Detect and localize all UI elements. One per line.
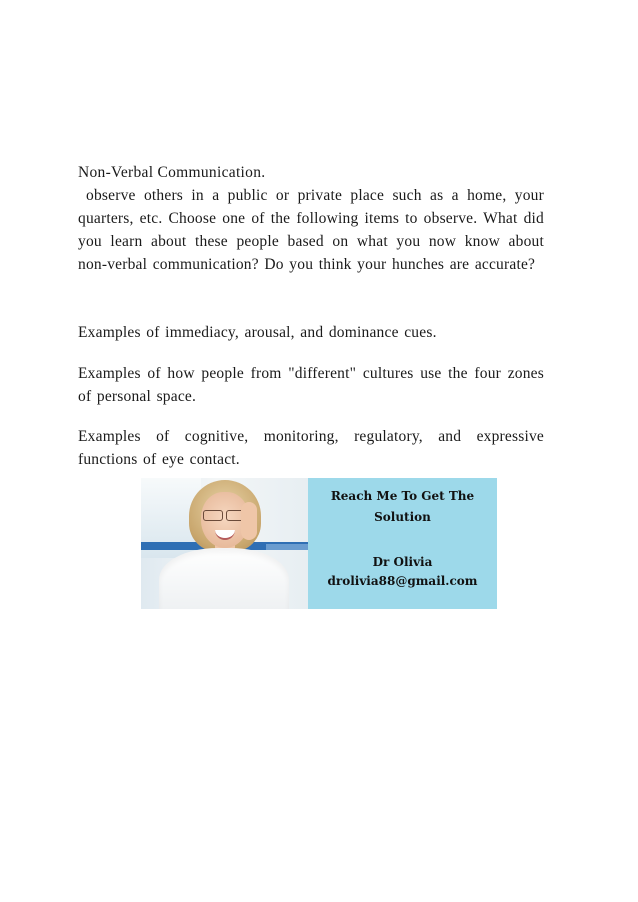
woman-photo [141, 478, 308, 609]
paragraph-immediacy-cues: Examples of immediacy, arousal, and dominance cues. [78, 324, 437, 341]
contact-ad-banner [141, 478, 497, 609]
ad-headline-continued: Solution [374, 510, 431, 524]
ad-contact-info [308, 478, 497, 609]
document-title: Non-Verbal Communication. [78, 164, 266, 181]
paragraph-personal-space: Examples of how people from "different" cultures use the four zones of personal space. [78, 365, 544, 405]
ad-contact-name: Dr Olivia [372, 555, 433, 569]
ad-contact-email: drolivia88@gmail.com [327, 574, 478, 588]
ad-headline: Reach Me To Get The [330, 489, 475, 503]
paragraph-instructions: observe others in a public or private place such as a home, your quarters, etc. Choose one of the following items to observe. What did you learn about these people based on what you now know about non-verbal communication? Do you think your hunches are accurate? [78, 187, 544, 273]
paragraph-eye-contact: Examples of cognitive, monitoring, regulatory, and expressive functions of eye contact. [78, 428, 544, 468]
